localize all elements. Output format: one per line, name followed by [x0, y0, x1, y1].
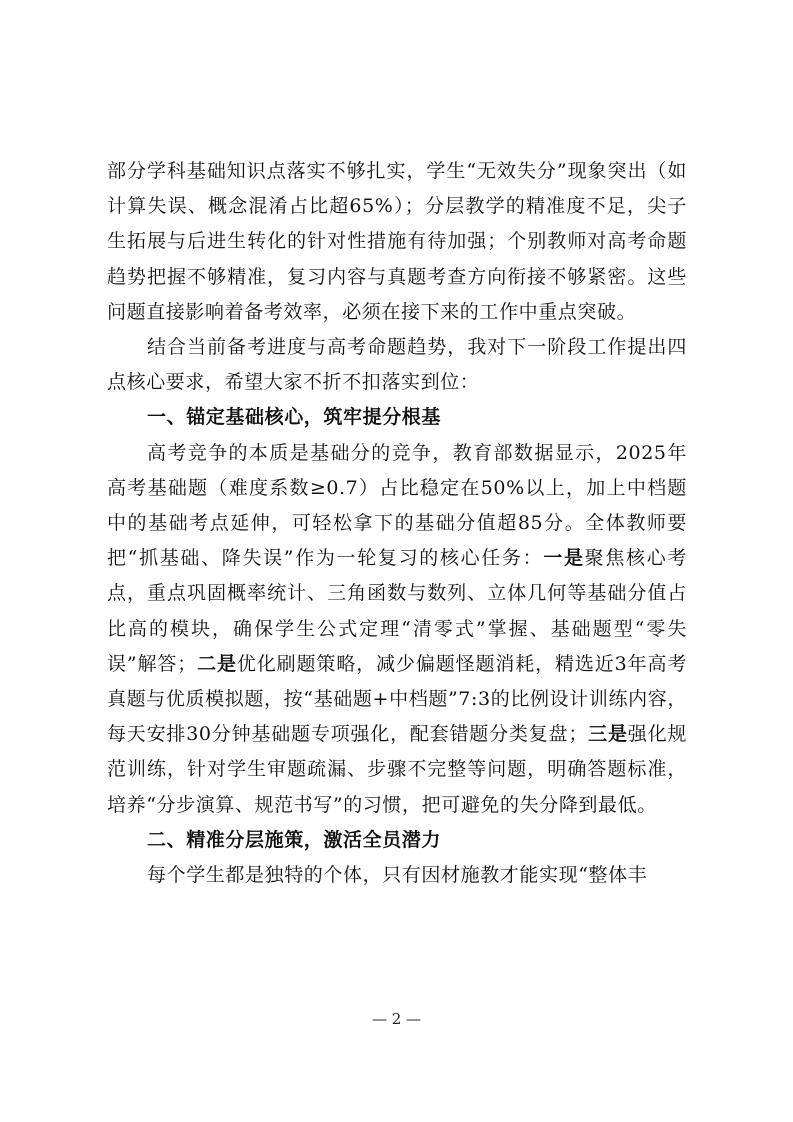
paragraph-problems: 部分学科基础知识点落实不够扎实，学生“无效失分”现象突出（如计算失误、概念混淆占比超65%）；分层教学的精准度不足，尖子生拓展与后进生转化的针对性措施有待加强；个别教师对高考命题趋势把握不够精准，复习内容与真题考查方向衔接不够紧密。这些问题直接影响着备考效率，必须在接下来的工作中重点突破。: [107, 160, 687, 323]
lead-third: 三是: [587, 723, 628, 746]
paragraph-individualized: 每个学生都是独特的个体，只有因材施教才能实现“整体丰: [147, 864, 648, 887]
paragraph-requirements-intro: 结合当前备考进度与高考命题趋势，我对下一阶段工作提出四点核心要求，希望大家不折不扣落实到位：: [107, 336, 687, 394]
section-heading-1: 一、锚定基础核心，筑牢提分根基: [147, 406, 442, 429]
lead-second: 二是: [196, 652, 237, 675]
document-body: [107, 154, 687, 893]
lead-first: 一是: [543, 547, 585, 570]
paragraph-foundation-text-b: 聚焦核心考点，重点巩固概率统计、三角函数与数列、立体几何等基础分值占比高的模块，确保学生公式定理“清零式”掌握、基础题型“零失误”解答；: [107, 547, 687, 675]
paragraph-foundation-text-c: 优化刷题策略，减少偏题怪题消耗，精选近3年高考真题与优质模拟题，按“基础题+中档题”7:3的比例设计训练内容，每天安排30分钟基础题专项强化，配套错题分类复盘；: [107, 652, 688, 746]
paragraph-foundation-text-a: 高考竞争的本质是基础分的竞争，教育部数据显示，2025年高考基础题（难度系数≥0.7）占比稳定在50%以上，加上中档题中的基础考点延伸，可轻松拿下的基础分值超85分。全体教师要把“抓基础、降失误”作为一轮复习的核心任务：: [107, 441, 687, 570]
paragraph-foundation: [107, 436, 687, 823]
paragraph-foundation-text-d: 强化规范训练，针对学生审题疏漏、步骤不完整等问题，明确答题标准，培养“分步演算、规范书写”的习惯，把可避免的失分降到最低。: [107, 723, 687, 816]
section-heading-2: 二、精准分层施策，激活全员潜力: [147, 828, 442, 851]
page-number: — 2 —: [371, 1010, 422, 1028]
